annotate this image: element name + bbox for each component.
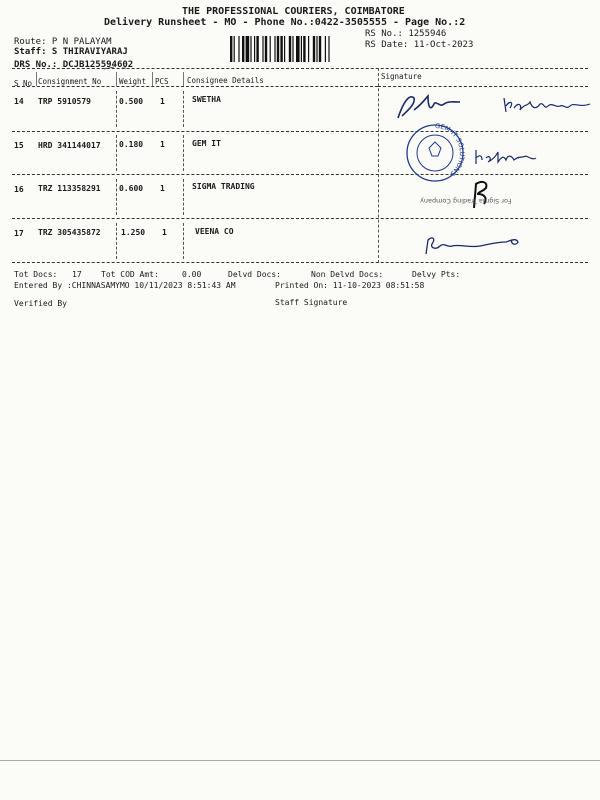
verified-by-label: Verified By [14, 299, 67, 308]
printed-on: Printed On: 11-10-2023 08:51:58 [275, 281, 425, 290]
row-pcs: 1 [160, 140, 165, 149]
barcode-bar [256, 36, 258, 62]
barcode-bar [296, 36, 300, 62]
staff-signature-label: Staff Signature [275, 298, 348, 307]
company-name: THE PROFESSIONAL COURIERS, COIMBATORE [182, 6, 405, 17]
row-sno: 14 [14, 97, 24, 106]
row-sep [116, 223, 117, 259]
barcode-bar [280, 36, 282, 62]
row-sep [116, 179, 117, 215]
row-consignee: SIGMA TRADING [192, 182, 255, 191]
total-cod-label: Tot COD Amt: [101, 270, 159, 279]
barcode-bar [262, 36, 263, 62]
company-seal-stamp [395, 122, 475, 184]
row-weight: 1.250 [121, 228, 146, 237]
ink-mark [102, 64, 142, 72]
row-consignment: TRP 5910579 [38, 97, 91, 106]
row-consignment: HRD 341144017 [38, 141, 101, 150]
header-sep [36, 72, 37, 86]
row-pcs: 1 [160, 97, 165, 106]
row-sno: 17 [14, 229, 24, 238]
row-sep [183, 223, 184, 259]
stamp-ring-text: GEM IT SOLUTIONS [434, 122, 467, 178]
barcode-bar [238, 36, 239, 62]
row-sep [183, 179, 184, 215]
barcode-bar [313, 36, 315, 62]
barcode-image [230, 36, 358, 62]
table-top-rule [12, 68, 588, 69]
barcode-bar [250, 36, 251, 62]
barcode-bar [230, 36, 232, 62]
barcode-bar [303, 36, 305, 62]
barcode-bar [265, 36, 267, 62]
non-delivered-docs-label: Non Delvd Docs: [311, 270, 384, 279]
runsheet-title: Delivery Runsheet - MO - Phone No.:0422-3505555 - Page No.:2 [104, 17, 466, 28]
barcode-bar [254, 36, 255, 62]
row-consignee: SWETHA [192, 95, 221, 104]
col-consignment: Consignment No [38, 77, 102, 86]
signature-row-14b [500, 94, 595, 116]
barcode-bar [319, 36, 321, 62]
delivered-docs-label: Delvd Docs: [228, 270, 281, 279]
header-bottom-rule [12, 86, 378, 87]
page-bottom-edge [0, 760, 600, 761]
total-docs-label: Tot Docs: [14, 270, 58, 279]
row-weight: 0.500 [119, 97, 144, 106]
barcode-bar [325, 36, 326, 62]
barcode-bar [316, 36, 317, 62]
barcode-bar [289, 36, 291, 62]
row-sep [116, 91, 117, 127]
barcode-bar [277, 36, 279, 62]
row-sno: 16 [14, 185, 24, 194]
row-weight: 0.600 [119, 184, 144, 193]
rs-date: RS Date: 11-Oct-2023 [365, 40, 474, 50]
row-consignee: VEENA CO [195, 227, 234, 236]
row-sno: 15 [14, 141, 24, 150]
signature-row-16 [466, 178, 496, 214]
route-label: Route: P N PALAYAM [14, 37, 112, 47]
row-consignment: TRZ 305435872 [38, 228, 101, 237]
row-weight: 0.180 [119, 140, 144, 149]
barcode-bar [246, 36, 250, 62]
header-sep [152, 72, 153, 86]
table-bottom-rule [12, 262, 588, 263]
barcode-bar [301, 36, 302, 62]
total-docs-value: 17 [72, 270, 82, 279]
barcode-bar [292, 36, 293, 62]
row-pcs: 1 [160, 184, 165, 193]
row-rule [12, 174, 588, 175]
row-pcs: 1 [162, 228, 167, 237]
col-weight: Weight [119, 77, 147, 86]
col-pcs: PCS [155, 77, 169, 86]
signature-row-15 [470, 146, 540, 168]
rotated-company-stamp-text: For Sigma Trading Company [420, 197, 512, 205]
staff-label: Staff: S THIRAVIYARAJ [14, 47, 128, 57]
row-sep [116, 135, 117, 171]
svg-text:GEM IT SOLUTIONS [435, 122, 466, 177]
row-sep [183, 91, 184, 127]
barcode-bar [270, 36, 271, 62]
signature-column-divider [378, 68, 379, 263]
rs-number: RS No.: 1255946 [365, 29, 447, 39]
row-rule [12, 218, 588, 219]
header-bottom-rule-sig [378, 86, 588, 87]
entered-by: Entered By :CHINNASAMYMO 10/11/2023 8:51:43 AM [14, 281, 236, 290]
header-sep [116, 72, 117, 86]
col-consignee: Consignee Details [187, 76, 264, 85]
row-consignee: GEM IT [192, 139, 221, 148]
signature-row-14a [392, 90, 464, 122]
col-sno: S No [14, 79, 33, 88]
drs-number: DRS No.: DCJB125594602 [14, 60, 134, 70]
total-cod-value: 0.00 [182, 270, 202, 279]
header-sep [183, 72, 184, 86]
col-signature: Signature [381, 72, 422, 81]
row-consignment: TRZ 113358291 [38, 184, 101, 193]
signature-row-17 [420, 232, 560, 258]
row-sep [183, 135, 184, 171]
barcode-bar [234, 36, 235, 62]
barcode-bar [308, 36, 309, 62]
barcode-bar [328, 36, 329, 62]
row-rule [12, 131, 588, 132]
barcode-bar [274, 36, 275, 62]
delivery-points-label: Delvy Pts: [412, 270, 461, 279]
barcode-bar [284, 36, 285, 62]
barcode-bar [242, 36, 244, 62]
